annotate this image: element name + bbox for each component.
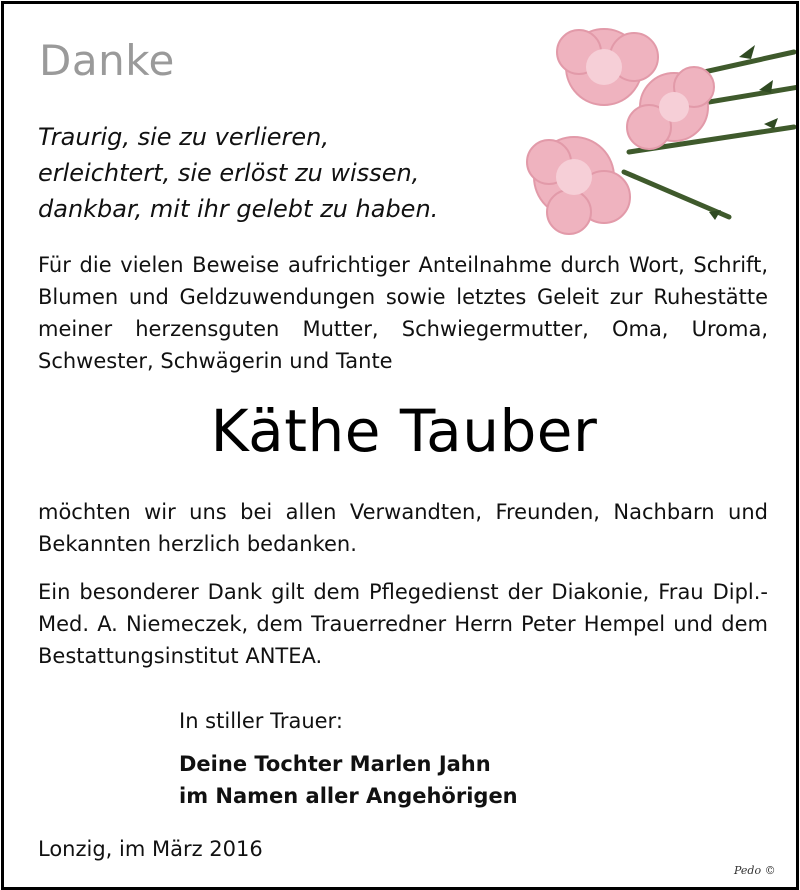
designer-credit: Pedo © [734,864,776,877]
motto-line: dankbar, mit ihr gelebt zu haben. [38,195,439,223]
thanks-paragraph-special: Ein besonderer Dank gilt dem Pflegedienst der Diakonie, Frau Dipl.-Med. A. Niemeczek, dem Trauerredner Herrn Peter Hempel und dem Bestattungsinstitut ANTEA. [38,580,768,668]
place-date: Lonzig, im März 2016 [38,837,263,861]
thanks-paragraph-main: möchten wir uns bei allen Verwandten, Freunden, Nachbarn und Bekannten herzlich bedanken. [38,500,768,556]
thanks-paragraph-intro: Für die vielen Beweise aufrichtiger Anteilnahme durch Wort, Schrift, Blumen und Geldzuwendungen sowie letztes Geleit zur Ruhestätte meiner herzensguten Mutter, Schwiegermutter, Oma, Uroma, Schwester, Schwägerin und Tante [38,253,768,373]
notice-title: Danke [39,36,175,85]
signature-block [179,748,518,812]
signature-line: Deine Tochter Marlen Jahn [179,752,491,776]
mourning-line: In stiller Trauer: [179,709,343,733]
carnation-flowers-icon [509,12,799,252]
motto-line: erleichtert, sie erlöst zu wissen, [38,159,420,187]
motto-line: Traurig, sie zu verlieren, [38,123,330,151]
obituary-notice [1,1,799,890]
deceased-name: Käthe Tauber [210,397,598,465]
motto-verse [38,119,438,227]
signature-line: im Namen aller Angehörigen [179,784,518,808]
